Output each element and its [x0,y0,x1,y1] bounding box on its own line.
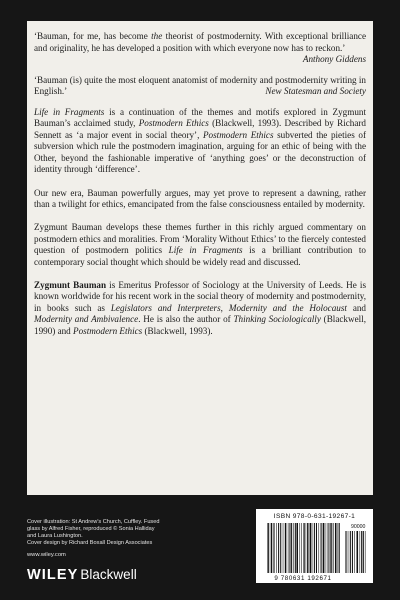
quote-source: Anthony Giddens [302,54,366,65]
publisher-website: www.wiley.com [27,552,66,558]
credit-line: glass by Alfred Fisher, reproduced © Sonia Halliday [27,526,155,533]
barcode-bar [319,523,320,573]
barcode-bar [301,523,302,573]
barcode-bar [335,523,337,573]
ean-digits: 9 780631 192671 [274,575,332,582]
barcode-bar [273,523,274,573]
barcode-graphic [256,509,373,583]
barcode-bar [339,523,340,573]
barcode-bar [330,523,331,573]
barcode-bar [310,523,312,573]
barcode-bar [321,523,322,573]
barcode-bar [303,523,304,573]
barcode-bar [307,523,308,573]
barcode-bar [268,523,269,573]
price-code: 90000 [351,524,366,530]
wiley-wordmark: WILEY [27,567,79,583]
barcode-bar [327,523,328,573]
blackwell-wordmark: Blackwell [80,567,137,582]
barcode-bar [331,523,332,573]
barcode-bar [363,531,364,573]
barcode-bar [271,523,273,573]
barcode-bar [357,531,359,573]
quote-text: ‘Bauman (is) quite the most eloquent anatomist of modernity and postmodernity writing in English.’ New Statesman and Society [34,74,366,97]
barcode-bar [296,523,298,573]
barcode-bar [354,531,355,573]
barcode-bar [300,523,301,573]
barcode-bar [348,531,349,573]
barcode-bar [346,531,347,573]
barcode-bar [350,531,351,573]
barcode-bar [276,523,277,573]
barcode-bar [352,531,353,573]
credit-line: Cover design by Richard Boxall Design Associates [27,540,153,547]
credit-line: and Laura Lushington. [27,533,83,540]
barcode-bar [274,523,275,573]
isbn-text: ISBN 978-0-631-19267-1 [273,513,356,520]
barcode-bar [365,531,366,573]
description-paragraph-1: Life in Fragments is a continuation of the themes and motifs explored in Zygmunt Bauman’s acclaimed study, Postmodern Ethics (Blackwell, 1993). Described by Richard Sennett as ‘a major event in social theory’, Postmodern Ethics subverted the pieties of subversion which rule the postmodern imagination, arguing for an ethic of being with the Other, beyond the fashionable imperative of ‘anything goes’ or the deconstruction of identity through ‘difference’. [34,106,366,175]
description-paragraph-3: Zygmunt Bauman develops these themes further in this richly argued commentary on postmodern ethics and moralities. From ‘Morality Without Ethics’ to the fiercely contested question of postmodern politics Life in Fragments is a brilliant contribution to contemporary social thought which should be widely read and discussed. [34,222,366,267]
blurb-panel [27,21,373,495]
barcode-bar [360,531,361,573]
credit-line: Cover illustration: St Andrew’s Church, Cuffley. Fused [27,519,160,525]
barcode-bar [345,531,346,573]
barcode-bar [312,523,313,573]
quote-new-statesman [34,75,366,98]
barcode-bar [325,523,326,573]
barcode-bar [289,523,290,573]
price-addon-bars [345,531,365,573]
ean-barcode-bars [267,523,340,573]
barcode-bar [280,523,281,573]
quote-text: ‘Bauman, for me, has become the theorist of postmodernity. With exceptional brilliance and originality, he has developed a position with which everyone now has to reckon.’ [34,31,366,53]
barcode-bar [304,523,305,573]
barcode-bar [283,523,284,573]
quote-giddens [34,31,366,66]
description-paragraph-2: Our new era, Bauman powerfully argues, may yet prove to represent a dawning, rather than a twilight for ethics, emancipated from the false consciousness entailed by modernity. [34,187,366,210]
barcode-bar [333,523,334,573]
publisher-logo [27,566,137,584]
barcode-bar [293,523,294,573]
barcode-bar [323,523,325,573]
barcode-bar [361,531,362,573]
barcode-bar [278,523,279,573]
barcode-bar [285,523,287,573]
barcode-box [256,509,373,583]
barcode-bar [291,523,292,573]
barcode-bar [295,523,296,573]
barcode-bar [328,523,329,573]
author-bio: Zygmunt Bauman is Emeritus Professor of Sociology at the University of Leeds. He is known worldwide for his recent work in the social theory of modernity and postmodernity, in books such as Legislators and Interpreters, Modernity and the Holocaust and Modernity and Ambivalence. He is also the author of Thinking Sociologically (Blackwell, 1990) and Postmodern Ethics (Blackwell, 1993). [34,279,366,336]
cover-credits [27,519,227,547]
barcode-bar [267,523,268,573]
author-name: Zygmunt Bauman [34,279,107,290]
barcode-bar [338,523,339,573]
barcode-bar [314,523,315,573]
barcode-bar [316,523,317,573]
barcode-bar [288,523,289,573]
barcode-bar [309,523,310,573]
quote-source: New Statesman and Society [265,86,366,97]
